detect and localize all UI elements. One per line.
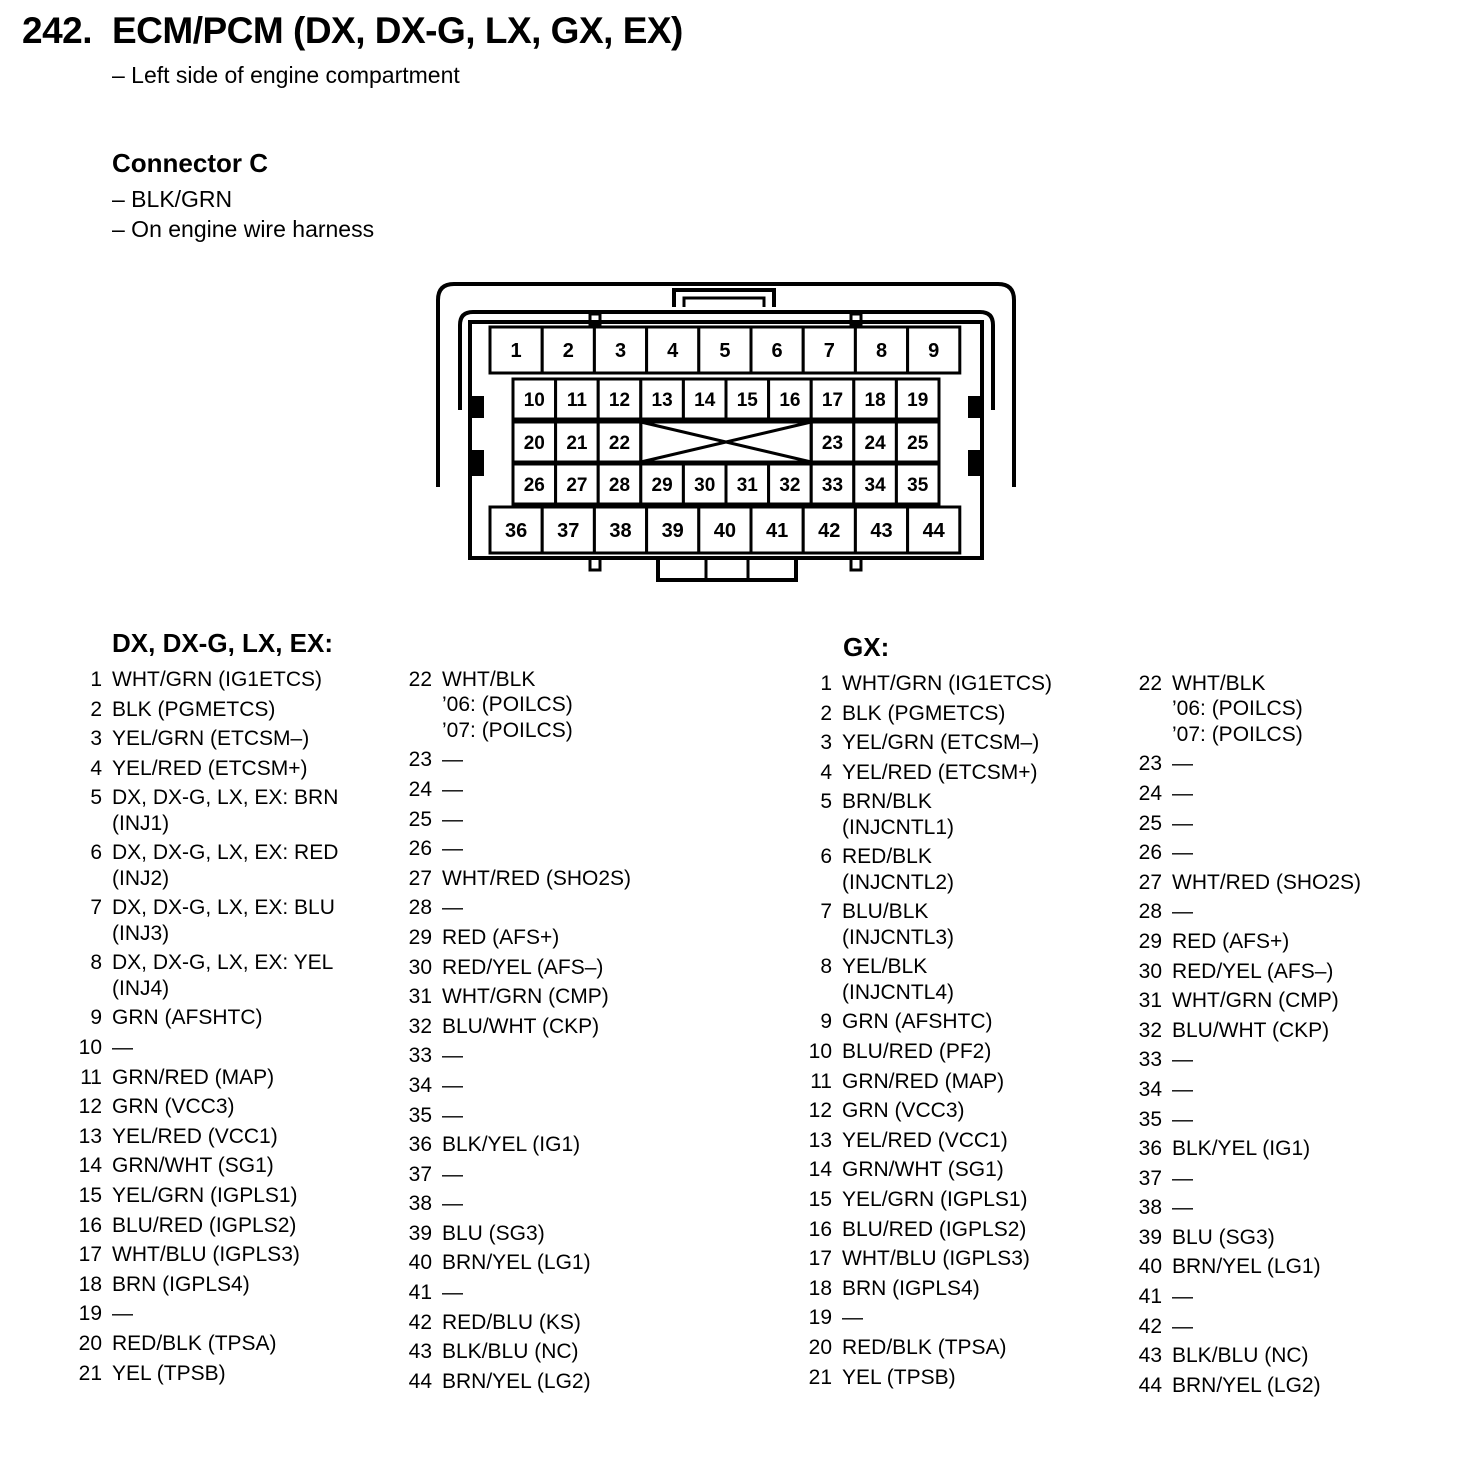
pin-number: 1 bbox=[820, 672, 832, 695]
pin-wire-description: BRN (IGPLS4) bbox=[842, 1276, 980, 1300]
pin-wire-description: WHT/BLU (IGPLS3) bbox=[842, 1247, 1030, 1271]
pin-number: 10 bbox=[78, 1035, 102, 1059]
pin-wire-description: BLU/RED (IGPLS2) bbox=[112, 1213, 297, 1237]
pin-wire-description: — bbox=[442, 1103, 463, 1127]
pin-cavity-number: 35 bbox=[907, 474, 929, 496]
pin-wire-description: YEL/BLK (INJCNTL4) bbox=[842, 955, 955, 1004]
pin-wire-description: BLK/BLU (NC) bbox=[1172, 1344, 1309, 1368]
pin-wire-description: WHT/BLK ’06: (POILCS) ’07: (POILCS) bbox=[442, 668, 573, 742]
pin-wire-description: GRN (VCC3) bbox=[112, 1095, 235, 1119]
pin-number: 31 bbox=[408, 985, 432, 1009]
pin-wire-description: DX, DX-G, LX, EX: YEL (INJ4) bbox=[112, 951, 334, 1000]
pin-cavity-number: 27 bbox=[566, 474, 588, 496]
pin-cavity-number: 33 bbox=[821, 474, 844, 496]
pin-wire-description: GRN (VCC3) bbox=[842, 1099, 965, 1123]
pin-cavity-number: 11 bbox=[566, 389, 587, 411]
pin-cavity-number: 43 bbox=[870, 520, 893, 543]
pin-number: 25 bbox=[408, 807, 432, 831]
pin-number: 4 bbox=[820, 760, 832, 784]
pin-number: 5 bbox=[820, 790, 832, 814]
pin-number: 7 bbox=[820, 900, 832, 924]
pin-wire-description: WHT/RED (SHO2S) bbox=[1172, 870, 1361, 894]
pin-wire-description: — bbox=[1172, 1107, 1193, 1131]
pin-number: 30 bbox=[408, 955, 432, 979]
pin-cavity-number: 26 bbox=[523, 474, 545, 496]
pin-wire-description: BLK (PGMETCS) bbox=[842, 701, 1006, 725]
pin-cavity-number: 44 bbox=[922, 520, 945, 543]
pin-number: 9 bbox=[90, 1006, 102, 1030]
connector-color: – BLK/GRN bbox=[112, 186, 233, 212]
pin-number: 31 bbox=[1138, 989, 1162, 1013]
blocked-cavity-area bbox=[641, 422, 811, 462]
pin-number: 30 bbox=[1138, 959, 1162, 983]
pin-cavity-number: 1 bbox=[510, 340, 522, 363]
pin-number: 2 bbox=[820, 701, 832, 725]
pin-cavity-number: 24 bbox=[864, 432, 886, 454]
pin-wire-description: BLK/YEL (IG1) bbox=[1172, 1137, 1311, 1161]
pin-cavity-number: 31 bbox=[736, 474, 758, 496]
pin-wire-description: GRN (AFSHTC) bbox=[112, 1006, 263, 1030]
pin-wire-description: BLU/RED (PF2) bbox=[842, 1039, 992, 1063]
pin-wire-description: — bbox=[1172, 1314, 1193, 1338]
pin-number: 8 bbox=[90, 951, 102, 975]
pin-wire-description: — bbox=[1172, 1048, 1193, 1072]
pin-cavity-number: 16 bbox=[779, 389, 801, 411]
pin-wire-description: YEL/GRN (ETCSM–) bbox=[842, 731, 1040, 755]
pin-number: 38 bbox=[408, 1192, 432, 1216]
pin-number: 9 bbox=[820, 1010, 832, 1034]
pin-number: 32 bbox=[408, 1014, 432, 1038]
pin-wire-description: YEL/GRN (ETCSM–) bbox=[112, 727, 310, 751]
pin-number: 20 bbox=[78, 1331, 102, 1355]
pin-wire-description: — bbox=[1172, 1077, 1193, 1101]
pin-number: 27 bbox=[1138, 870, 1162, 894]
pin-number: 4 bbox=[90, 756, 102, 780]
pin-number: 37 bbox=[408, 1162, 432, 1186]
pin-number: 14 bbox=[78, 1154, 102, 1178]
pin-number: 17 bbox=[808, 1247, 832, 1271]
pin-number: 32 bbox=[1138, 1018, 1162, 1042]
pin-wire-description: — bbox=[442, 1044, 463, 1068]
pin-number: 33 bbox=[408, 1044, 432, 1068]
pin-cavity-number: 29 bbox=[651, 474, 673, 496]
pin-wire-description: — bbox=[442, 1162, 463, 1186]
pin-wire-description: WHT/BLK ’06: (POILCS) ’07: (POILCS) bbox=[1172, 672, 1303, 746]
pin-wire-description: YEL/GRN (IGPLS1) bbox=[112, 1183, 298, 1207]
pin-wire-description: WHT/BLU (IGPLS3) bbox=[112, 1243, 300, 1267]
pin-wire-description: — bbox=[1172, 841, 1193, 865]
pin-cavity-number: 5 bbox=[719, 340, 731, 363]
pin-cavity-number: 34 bbox=[864, 474, 886, 496]
pin-number: 39 bbox=[1138, 1225, 1162, 1249]
pin-wire-description: — bbox=[442, 1281, 463, 1305]
pin-wire-description: — bbox=[442, 777, 463, 801]
pin-number: 23 bbox=[1138, 752, 1162, 776]
group-title-gx: GX: bbox=[843, 632, 890, 662]
pin-number: 1 bbox=[90, 668, 102, 691]
pin-wire-description: YEL/RED (ETCSM+) bbox=[842, 760, 1038, 784]
pin-number: 19 bbox=[78, 1302, 102, 1326]
pin-wire-description: BLU/RED (IGPLS2) bbox=[842, 1217, 1027, 1241]
pin-wire-description: BLK/YEL (IG1) bbox=[442, 1133, 581, 1157]
pin-wire-description: DX, DX-G, LX, EX: BLU (INJ3) bbox=[112, 896, 335, 945]
pin-cavity-number: 40 bbox=[713, 520, 737, 543]
pin-cavity-number: 39 bbox=[661, 520, 684, 543]
pin-wire-description: BLU/WHT (CKP) bbox=[1172, 1018, 1330, 1042]
pin-wire-description: BLU/WHT (CKP) bbox=[442, 1014, 600, 1038]
pin-number: 12 bbox=[808, 1099, 832, 1123]
pin-wire-description: BRN/YEL (LG2) bbox=[1172, 1373, 1321, 1397]
pin-wire-description: BRN/YEL (LG1) bbox=[1172, 1255, 1321, 1279]
pin-wire-description: — bbox=[442, 837, 463, 861]
pin-number: 12 bbox=[78, 1095, 102, 1119]
pin-number: 38 bbox=[1138, 1196, 1162, 1220]
pin-number: 2 bbox=[90, 697, 102, 721]
pin-number: 44 bbox=[1138, 1373, 1162, 1397]
pin-cavity-number: 37 bbox=[557, 520, 580, 543]
pin-cavity-number: 2 bbox=[562, 340, 574, 363]
pin-number: 29 bbox=[408, 925, 432, 949]
pin-number: 6 bbox=[90, 841, 102, 865]
pin-number: 22 bbox=[1138, 672, 1162, 695]
pin-number: 40 bbox=[408, 1251, 432, 1275]
pin-wire-description: YEL (TPSB) bbox=[112, 1361, 226, 1385]
pin-wire-description: RED/YEL (AFS–) bbox=[442, 955, 604, 979]
pin-cavity-number: 9 bbox=[928, 340, 940, 363]
pin-cavity-number: 10 bbox=[523, 389, 545, 411]
pin-number: 7 bbox=[90, 896, 102, 920]
pin-number: 15 bbox=[78, 1183, 102, 1207]
pin-cavity-number: 21 bbox=[566, 432, 588, 454]
pin-wire-description: — bbox=[1172, 781, 1193, 805]
pin-wire-description: — bbox=[1172, 1196, 1193, 1220]
pin-number: 18 bbox=[78, 1272, 102, 1296]
pin-number: 16 bbox=[808, 1217, 832, 1241]
pin-number: 34 bbox=[408, 1073, 432, 1097]
pin-cavity-number: 32 bbox=[779, 474, 801, 496]
pin-number: 44 bbox=[408, 1369, 432, 1393]
pin-cavity-number: 3 bbox=[614, 340, 627, 363]
pin-wire-description: WHT/GRN (IG1ETCS) bbox=[842, 672, 1052, 695]
pin-wire-description: GRN/RED (MAP) bbox=[842, 1069, 1005, 1093]
pin-number: 13 bbox=[78, 1124, 102, 1148]
pin-number: 16 bbox=[78, 1213, 102, 1237]
pin-wire-description: — bbox=[1172, 1285, 1193, 1309]
pin-wire-description: BLK/BLU (NC) bbox=[442, 1340, 579, 1364]
pin-cavity-number: 7 bbox=[823, 340, 835, 363]
pin-number: 18 bbox=[808, 1276, 832, 1300]
pin-number: 15 bbox=[808, 1187, 832, 1211]
pin-wire-description: YEL/RED (VCC1) bbox=[842, 1128, 1008, 1152]
pin-wire-description: GRN/RED (MAP) bbox=[112, 1065, 275, 1089]
pin-wire-description: DX, DX-G, LX, EX: BRN (INJ1) bbox=[112, 786, 339, 835]
pin-wire-description: YEL (TPSB) bbox=[842, 1365, 956, 1389]
pin-number: 28 bbox=[1138, 900, 1162, 924]
pin-wire-description: BLU (SG3) bbox=[442, 1221, 545, 1245]
pin-wire-description: — bbox=[442, 748, 463, 772]
section-number: 242. bbox=[22, 10, 93, 51]
pin-cavity-number: 30 bbox=[694, 474, 716, 496]
pin-number: 23 bbox=[408, 748, 432, 772]
pin-number: 43 bbox=[1138, 1344, 1162, 1368]
pin-cavity-number: 38 bbox=[609, 520, 632, 543]
pin-number: 13 bbox=[808, 1128, 832, 1152]
pin-number: 42 bbox=[1138, 1314, 1162, 1338]
pin-number: 17 bbox=[78, 1243, 102, 1267]
pin-wire-description: BRN/YEL (LG1) bbox=[442, 1251, 591, 1275]
pin-number: 11 bbox=[80, 1065, 102, 1089]
pin-cavity-number: 4 bbox=[667, 340, 679, 363]
pin-cavity-number: 13 bbox=[651, 389, 673, 411]
pin-cavity-number: 19 bbox=[907, 389, 929, 411]
pin-wire-description: YEL/RED (ETCSM+) bbox=[112, 756, 308, 780]
pin-number: 26 bbox=[1138, 841, 1162, 865]
pin-wire-description: YEL/RED (VCC1) bbox=[112, 1124, 278, 1148]
pin-number: 27 bbox=[408, 866, 432, 890]
connector-diagram bbox=[0, 0, 1472, 600]
pin-number: 36 bbox=[408, 1133, 432, 1157]
pin-wire-description: — bbox=[112, 1035, 133, 1059]
pin-wire-description: — bbox=[112, 1302, 133, 1326]
pin-cavity-number: 25 bbox=[907, 432, 929, 454]
pin-cavity-number: 36 bbox=[504, 520, 528, 543]
connector-location: – On engine wire harness bbox=[112, 216, 375, 242]
pin-number: 22 bbox=[408, 668, 432, 691]
pin-number: 10 bbox=[808, 1039, 832, 1063]
pin-number: 3 bbox=[820, 731, 832, 755]
pin-wire-description: YEL/GRN (IGPLS1) bbox=[842, 1187, 1028, 1211]
pin-cavity-number: 18 bbox=[864, 389, 886, 411]
pin-wire-description: DX, DX-G, LX, EX: RED (INJ2) bbox=[112, 841, 339, 890]
pin-wire-description: RED (AFS+) bbox=[1172, 929, 1290, 953]
pin-number: 39 bbox=[408, 1221, 432, 1245]
pin-wire-description: RED/BLK (TPSA) bbox=[112, 1331, 277, 1355]
pin-wire-description: — bbox=[442, 896, 463, 920]
pin-number: 37 bbox=[1138, 1166, 1162, 1190]
pin-number: 41 bbox=[1138, 1285, 1162, 1309]
pin-number: 29 bbox=[1138, 929, 1162, 953]
pin-wire-description: WHT/GRN (CMP) bbox=[1172, 989, 1339, 1013]
pin-wire-description: BRN/BLK (INJCNTL1) bbox=[842, 790, 955, 839]
pin-wire-description: — bbox=[442, 1192, 463, 1216]
pin-cavity-number: 22 bbox=[608, 432, 631, 454]
pin-cavity-number: 12 bbox=[608, 389, 631, 411]
pin-number: 25 bbox=[1138, 811, 1162, 835]
pin-number: 19 bbox=[808, 1306, 832, 1330]
pin-wire-description: RED/BLK (INJCNTL2) bbox=[842, 845, 955, 894]
pin-cavity-number: 17 bbox=[821, 389, 844, 411]
page-title: ECM/PCM (DX, DX-G, LX, GX, EX) bbox=[112, 10, 683, 51]
group-title-dx-lx-ex: DX, DX-G, LX, EX: bbox=[112, 628, 334, 658]
pin-number: 24 bbox=[1138, 781, 1162, 805]
pin-cavity-number: 28 bbox=[608, 474, 631, 496]
pin-wire-description: BRN (IGPLS4) bbox=[112, 1272, 250, 1296]
pin-number: 34 bbox=[1138, 1077, 1162, 1101]
pin-wire-description: — bbox=[842, 1306, 863, 1330]
pin-wire-description: RED (AFS+) bbox=[442, 925, 560, 949]
pin-cavities bbox=[490, 327, 960, 553]
pin-wire-description: RED/YEL (AFS–) bbox=[1172, 959, 1334, 983]
pin-number: 6 bbox=[820, 845, 832, 869]
pin-wire-description: BRN/YEL (LG2) bbox=[442, 1369, 591, 1393]
pin-number: 40 bbox=[1138, 1255, 1162, 1279]
pin-wire-description: — bbox=[1172, 900, 1193, 924]
pin-number: 8 bbox=[820, 955, 832, 979]
pin-wire-description: — bbox=[442, 807, 463, 831]
pin-number: 3 bbox=[90, 727, 102, 751]
pin-wire-description: BLU (SG3) bbox=[1172, 1225, 1275, 1249]
pin-number: 28 bbox=[408, 896, 432, 920]
pin-wire-description: — bbox=[1172, 811, 1193, 835]
pin-wire-description: RED/BLU (KS) bbox=[442, 1310, 581, 1334]
pin-number: 42 bbox=[408, 1310, 432, 1334]
pin-number: 26 bbox=[408, 837, 432, 861]
pin-number: 24 bbox=[408, 777, 432, 801]
pin-wire-description: — bbox=[1172, 1166, 1193, 1190]
pin-wire-description: — bbox=[1172, 752, 1193, 776]
pin-cavity-number: 23 bbox=[821, 432, 844, 454]
pin-number: 21 bbox=[808, 1365, 832, 1389]
pin-wire-description: RED/BLK (TPSA) bbox=[842, 1335, 1007, 1359]
pin-number: 41 bbox=[408, 1281, 432, 1305]
pin-cavity-number: 41 bbox=[765, 520, 789, 543]
pin-cavity-number: 8 bbox=[875, 340, 888, 363]
pin-number: 11 bbox=[810, 1069, 832, 1093]
pin-number: 43 bbox=[408, 1340, 432, 1364]
pin-cavity-number: 6 bbox=[771, 340, 783, 363]
pin-wire-description: BLK (PGMETCS) bbox=[112, 697, 276, 721]
pin-number: 36 bbox=[1138, 1137, 1162, 1161]
pin-cavity-number: 14 bbox=[694, 389, 716, 411]
pin-number: 14 bbox=[808, 1158, 832, 1182]
pin-wire-description: WHT/GRN (CMP) bbox=[442, 985, 609, 1009]
connector-title: Connector C bbox=[112, 148, 268, 178]
pin-number: 5 bbox=[90, 786, 102, 810]
pin-cavity-number: 20 bbox=[523, 432, 545, 454]
pin-number: 33 bbox=[1138, 1048, 1162, 1072]
pin-cavity-number: 42 bbox=[818, 520, 841, 543]
pin-wire-description: GRN (AFSHTC) bbox=[842, 1010, 993, 1034]
pin-wire-description: BLU/BLK (INJCNTL3) bbox=[842, 900, 955, 949]
pin-wire-description: — bbox=[442, 1073, 463, 1097]
pin-wire-description: WHT/GRN (IG1ETCS) bbox=[112, 668, 322, 691]
pin-wire-description: GRN/WHT (SG1) bbox=[842, 1158, 1004, 1182]
pin-wire-description: WHT/RED (SHO2S) bbox=[442, 866, 631, 890]
pin-number: 35 bbox=[408, 1103, 432, 1127]
location-note: – Left side of engine compartment bbox=[112, 62, 460, 88]
pin-wire-description: GRN/WHT (SG1) bbox=[112, 1154, 274, 1178]
pin-number: 21 bbox=[78, 1361, 102, 1385]
pin-number: 20 bbox=[808, 1335, 832, 1359]
pin-cavity-number: 15 bbox=[736, 389, 758, 411]
pin-number: 35 bbox=[1138, 1107, 1162, 1131]
